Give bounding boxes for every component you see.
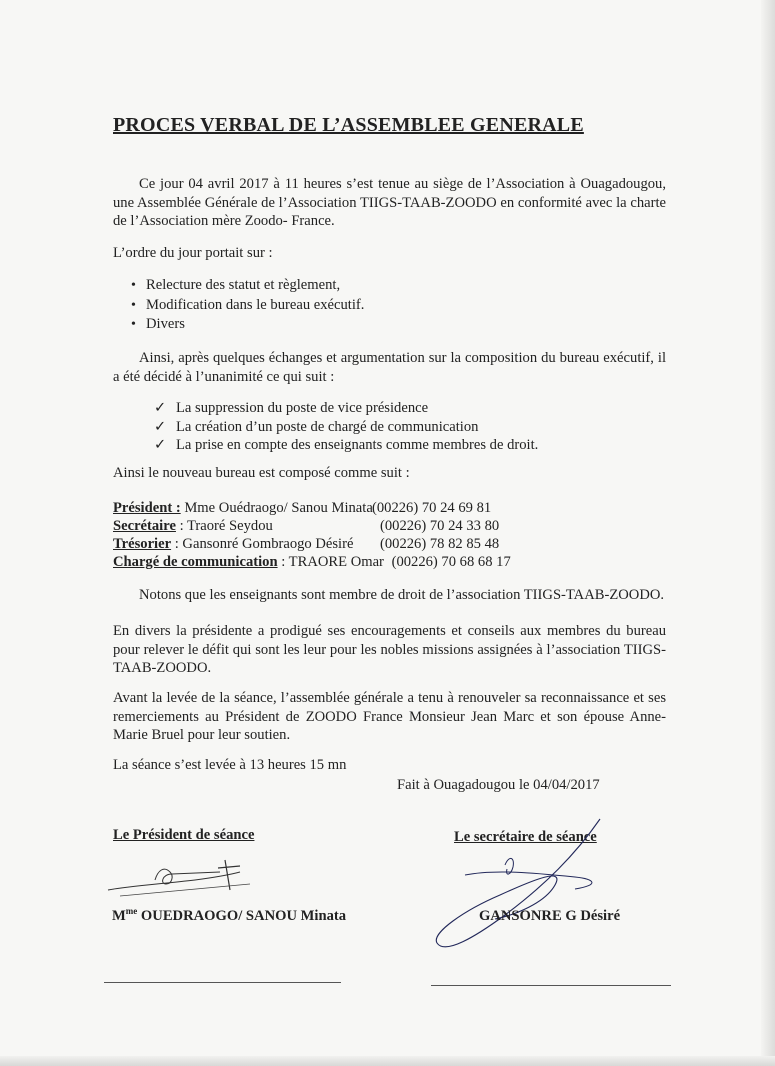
president-signature-title: Le Président de séance — [113, 827, 255, 843]
signature-line-left — [104, 982, 341, 983]
agenda-list — [131, 276, 364, 335]
members-note: Notons que les enseignants sont membre de droit de l’association TIIGS-TAAB-ZOODO. — [139, 587, 665, 603]
place-date: Fait à Ouagadougou le 04/04/2017 — [397, 777, 600, 793]
president-name: $M^{me}$ OUEDRAOGO/ SANOU Minata — [112, 906, 347, 924]
secretary-signature — [425, 815, 625, 965]
check-icon: ✓ — [154, 400, 167, 416]
bureau-row-communication: Chargé de communication : TRAORE Omar (00226) 70 68 68 17 — [113, 554, 511, 570]
secretary-signature-title: Le secrétaire de séance — [454, 829, 597, 845]
decision-paragraph — [113, 349, 666, 386]
signature-line-right — [431, 985, 671, 986]
list-item: • Relecture des statut et règlement, — [131, 276, 364, 296]
bureau-row-president: Président : Mme Ouédraogo/ Sanou Minata (00226) 70 24 69 81 — [113, 500, 492, 516]
list-item: • Modification dans le bureau exécutif. — [131, 296, 364, 316]
decision-intro-text: Ainsi, après quelques échanges et argumentation sur la composition du bureau exécutif, il a été décidé à l’unanimité ce qui suit : — [113, 350, 666, 385]
document-title: PROCES VERBAL DE L’ASSEMBLEE GENERALE — [113, 114, 584, 136]
encouragement-paragraph: En divers la présidente a prodigué ses encouragements et conseils aux membres du bureau pour relever le défit qui sont les leur pour les nobles missions assignées à l’association TIIGS-TAAB-ZOODO. — [113, 623, 666, 676]
paper-edge-bottom — [0, 1056, 775, 1066]
list-item: • Divers — [131, 315, 364, 335]
closing-line: La séance s’est levée à 13 heures 15 mn — [113, 757, 347, 773]
check-icon: ✓ — [154, 418, 167, 435]
list-item: ✓ La suppression du poste de vice présidence — [154, 400, 429, 416]
intro-text: Ce jour 04 avril 2017 à 11 heures s’est tenue au siège de l’Association à Ouagadougou, une Assemblée Générale de l’Association TIIGS-TAAB-ZOODO en conformité avec la charte de l’Association mère Zoodo- France. — [113, 176, 666, 229]
intro-paragraph — [113, 175, 666, 231]
check-icon: ✓ — [154, 437, 167, 453]
president-signature — [100, 850, 260, 910]
thanks-paragraph: Avant la levée de la séance, l’assemblée générale a tenu à renouveler sa reconnaissance et ses remerciements au Président de ZOODO France Monsieur Jean Marc et son épouse Anne-Marie Bruel pour leur soutien. — [113, 690, 666, 743]
list-item: ✓ La création d’un poste de chargé de communication — [154, 418, 479, 435]
paper-edge-right — [761, 0, 775, 1066]
bureau-intro: Ainsi le nouveau bureau est composé comme suit : — [113, 465, 410, 481]
agenda-intro: L’ordre du jour portait sur : — [113, 245, 273, 261]
bureau-row-secretaire: Secrétaire : Traoré Seydou (00226) 70 24 33 80 — [113, 518, 500, 534]
bureau-row-tresorier: Trésorier : Gansonré Gombraogo Désiré (00226) 78 82 85 48 — [113, 536, 500, 552]
secretary-name: GANSONRE G Désiré — [479, 908, 621, 924]
list-item: ✓ La prise en compte des enseignants comme membres de droit. — [154, 437, 539, 453]
decision-list — [154, 399, 538, 455]
